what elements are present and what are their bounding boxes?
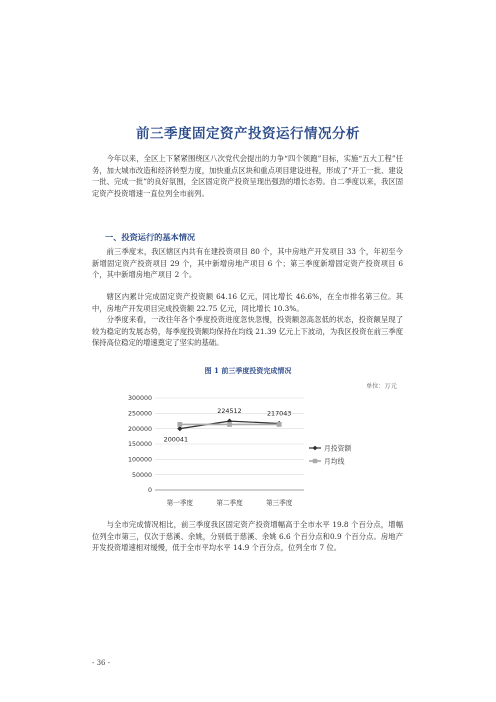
legend-label: 月均线 [324,457,345,466]
data-point [277,422,282,427]
data-point [177,426,182,431]
data-point [177,422,182,427]
x-tick-label: 第一季度 [166,499,194,507]
data-label: 217043 [266,409,292,418]
y-tick-label: 250000 [127,410,152,418]
intro-paragraph: 今年以来，全区上下紧紧围绕区八次党代会提出的力争“四个领跑”目标，实施“五大工程”任务，加大城市改造和经济转型力度，加快重点区块和重点项目建设进程，形成了“开工一批、建设一批、完成一批”的良好氛围，全区固定资产投资呈现出强劲的增长态势。自二季度以来，我区固定资产投资增速一直位列全市前列。 [92,154,403,198]
x-tick-label: 第三季度 [265,499,293,507]
y-tick-label: 50000 [131,471,152,479]
data-label: 224512 [217,407,242,416]
page-number: - 36 - [92,659,111,667]
y-tick-label: 200000 [127,425,152,433]
figure-title: 图 1 前三季度投资完成情况 [204,366,292,375]
section-paragraph-2: 辖区内累计完成固定资产投资额 64.16 亿元，同比增长 46.6%，在全市排名第三位。其中，房地产开发项目完成投资额 22.75 亿元，同比增长 10.3%。 [92,292,403,313]
data-label: 200041 [163,435,189,444]
x-tick-label: 第二季度 [216,499,243,507]
figure-unit: 单位：万元 [366,383,397,390]
section-heading: 一、投资运行的基本情况 [105,232,196,242]
after-chart-paragraph: 与全市完成情况相比，前三季度我区固定资产投资增幅高于全市水平 19.8 个百分点，增幅位列全市第三，仅次于慈溪、余姚，分别低于慈溪、余姚 6.6 个百分点和0.9 个百分点。房地产开发投资增速相对缓慢，低于全市平均水平 14.9 个百分点，位列全市 7 位。 [92,520,403,553]
legend-label: 月投资额 [324,444,352,453]
y-tick-label: 0 [147,487,152,495]
y-tick-label: 300000 [127,395,152,403]
section-paragraph-1: 前三季度末，我区辖区内共有在建投资项目 80 个，其中房地产开发项目 33 个，年初至今新增固定资产投资项目 29 个，其中新增房地产项目 6 个；第三季度新增固定资产投资项目 6 个，其中新增房地产项目 2 个。 [92,247,403,280]
data-point [227,422,232,427]
legend-marker [313,446,318,451]
y-tick-label: 150000 [127,441,152,449]
y-tick-label: 100000 [127,456,152,464]
page-title: 前三季度固定资产投资运行情况分析 [136,126,360,142]
investment-line-chart [112,392,412,514]
section-paragraph-3: 分季度来看，一改往年各个季度投资进度忽快忽慢，投资额忽高忽低的状态，投资额呈现了较为稳定的发展态势，每季度投资额均保持在均线 21.39 亿元上下波动，为我区投资在前三季度保持高位稳定的增速奠定了坚实的基础。 [92,315,403,348]
legend-marker [313,459,317,463]
